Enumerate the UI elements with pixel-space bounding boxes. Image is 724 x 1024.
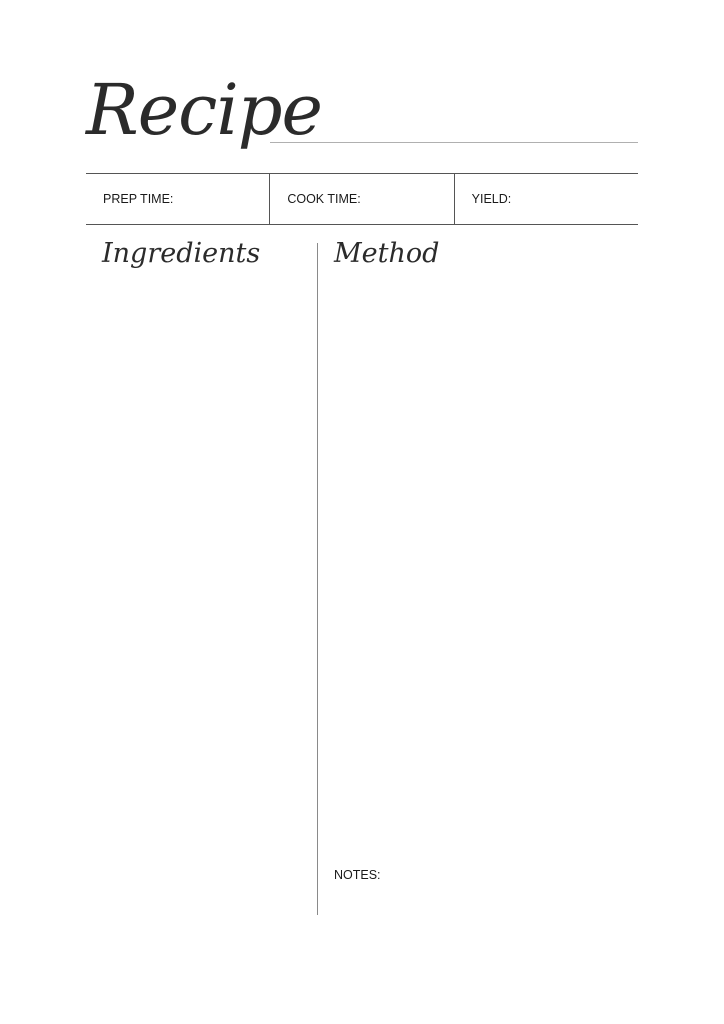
- prep-time-label: PREP TIME:: [103, 192, 174, 206]
- recipe-info-row: [86, 173, 638, 225]
- column-divider: [317, 243, 318, 915]
- cook-time-label: COOK TIME:: [287, 192, 361, 206]
- page-title: Recipe: [86, 69, 322, 151]
- yield-field[interactable]: [455, 174, 638, 224]
- method-heading: Method: [334, 238, 440, 269]
- cook-time-field[interactable]: [270, 174, 454, 224]
- ingredients-heading: Ingredients: [102, 238, 261, 269]
- recipe-name-line[interactable]: [270, 142, 638, 143]
- prep-time-field[interactable]: [86, 174, 270, 224]
- yield-label: YIELD:: [471, 192, 512, 206]
- notes-label: NOTES:: [334, 868, 381, 882]
